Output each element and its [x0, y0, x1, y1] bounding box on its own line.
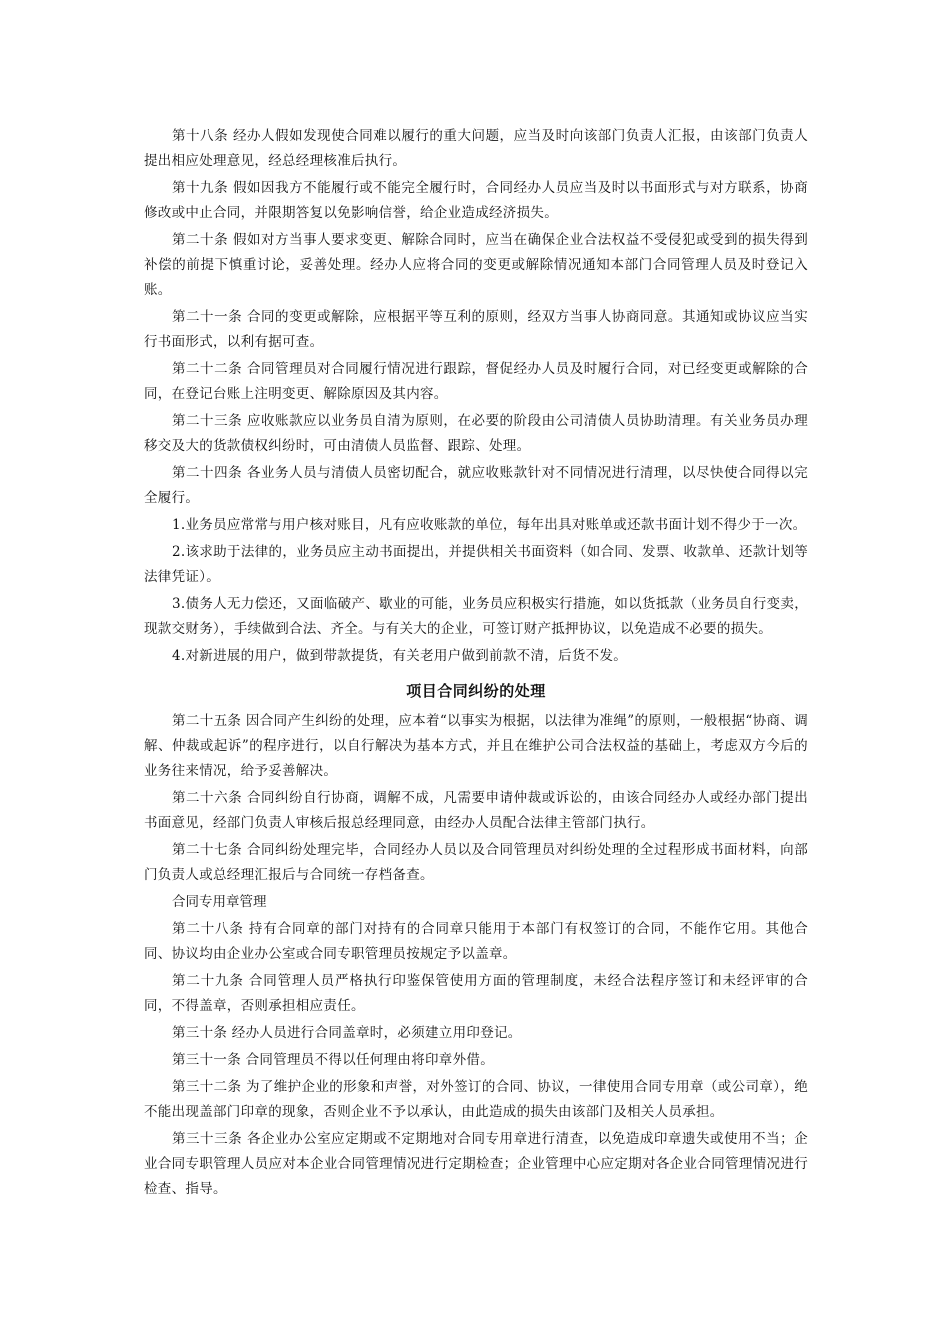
article-23: 第二十三条 应收账款应以业务员自清为原则，在必要的阶段由公司清债人员协助清理。有关业务员办理移交及大的货款债权纠纷时，可由清债人员监督、跟踪、处理。: [144, 413, 808, 454]
article-26: 第二十六条 合同纠纷自行协商，调解不成，凡需要申请仲裁或诉讼的，由该合同经办人或经办部门提出书面意见，经部门负责人审核后报总经理同意，由经办人员配合法律主管部门执行。: [144, 790, 808, 831]
article-18: 第十八条 经办人假如发现使合同难以履行的重大问题，应当及时向该部门负责人汇报，由该部门负责人提出相应处理意见，经总经理核准后执行。: [144, 128, 808, 169]
list-item-3: 3.债务人无力偿还，又面临破产、歇业的可能，业务员应积极实行措施，如以货抵款（业务员自行变卖，现款交财务），手续做到合法、齐全。与有关大的企业，可签订财产抵押协议，以免造成不必要的损失。: [144, 596, 808, 637]
article-28: 第二十八条 持有合同章的部门对持有的合同章只能用于本部门有权签订的合同，不能作它用。其他合同、协议均由企业办公室或合同专职管理员按规定予以盖章。: [144, 921, 808, 962]
article-27: 第二十七条 合同纠纷处理完毕，合同经办人员以及合同管理员对纠纷处理的全过程形成书面材料，向部门负责人或总经理汇报后与合同统一存档备查。: [144, 842, 808, 883]
section-subheading: 合同专用章管理: [172, 894, 267, 910]
article-19: 第十九条 假如因我方不能履行或不能完全履行时，合同经办人员应当及时以书面形式与对方联系，协商修改或中止合同，并限期答复以免影响信誉，给企业造成经济损失。: [144, 180, 808, 221]
list-item-1: 1.业务员应常常与用户核对账目，凡有应收账款的单位，每年出具对账单或还款书面计划不得少于一次。: [172, 517, 807, 533]
article-25: 第二十五条 因合同产生纠纷的处理，应本着“以事实为根据，以法律为准绳”的原则，一般根据“协商、调解、仲裁或起诉”的程序进行，以自行解决为基本方式，并且在维护公司合法权益的基础上，考虑双方今后的业务往来情况，给予妥善解决。: [144, 713, 808, 779]
article-21: 第二十一条 合同的变更或解除，应根据平等互利的原则，经双方当事人协商同意。其通知或协议应当实行书面形式，以利有据可查。: [144, 309, 808, 350]
list-item-4: 4.对新进展的用户，做到带款提货，有关老用户做到前款不清，后货不发。: [172, 648, 628, 664]
document-page: [144, 124, 808, 1204]
article-29: 第二十九条 合同管理人员严格执行印鉴保管使用方面的管理制度，未经合法程序签订和未经评审的合同，不得盖章，否则承担相应责任。: [144, 973, 808, 1014]
article-31: 第三十一条 合同管理员不得以任何理由将印章外借。: [172, 1052, 494, 1068]
article-30: 第三十条 经办人员进行合同盖章时，必须建立用印登记。: [172, 1025, 522, 1041]
article-24: 第二十四条 各业务人员与清债人员密切配合，就应收账款针对不同情况进行清理，以尽快使合同得以完全履行。: [144, 465, 808, 506]
article-22: 第二十二条 合同管理员对合同履行情况进行跟踪，督促经办人员及时履行合同，对已经变更或解除的合同，在登记台账上注明变更、解除原因及其内容。: [144, 361, 808, 402]
section-heading: 项目合同纠纷的处理: [406, 682, 546, 700]
article-20: 第二十条 假如对方当事人要求变更、解除合同时，应当在确保企业合法权益不受侵犯或受到的损失得到补偿的前提下慎重讨论，妥善处理。经办人应将合同的变更或解除情况通知本部门合同管理人员及时登记入账。: [144, 232, 808, 298]
article-33: 第三十三条 各企业办公室应定期或不定期地对合同专用章进行清查，以免造成印章遗失或使用不当；企业合同专职管理人员应对本企业合同管理情况进行定期检查；企业管理中心应定期对各企业合同管理情况进行检查、指导。: [144, 1131, 808, 1197]
list-item-2: 2.该求助于法律的，业务员应主动书面提出，并提供相关书面资料（如合同、发票、收款单、还款计划等法律凭证）。: [144, 544, 808, 585]
article-32: 第三十二条 为了维护企业的形象和声誉，对外签订的合同、协议，一律使用合同专用章（或公司章），绝不能出现盖部门印章的现象，否则企业不予以承认，由此造成的损失由该部门及相关人员承担。: [144, 1079, 808, 1120]
